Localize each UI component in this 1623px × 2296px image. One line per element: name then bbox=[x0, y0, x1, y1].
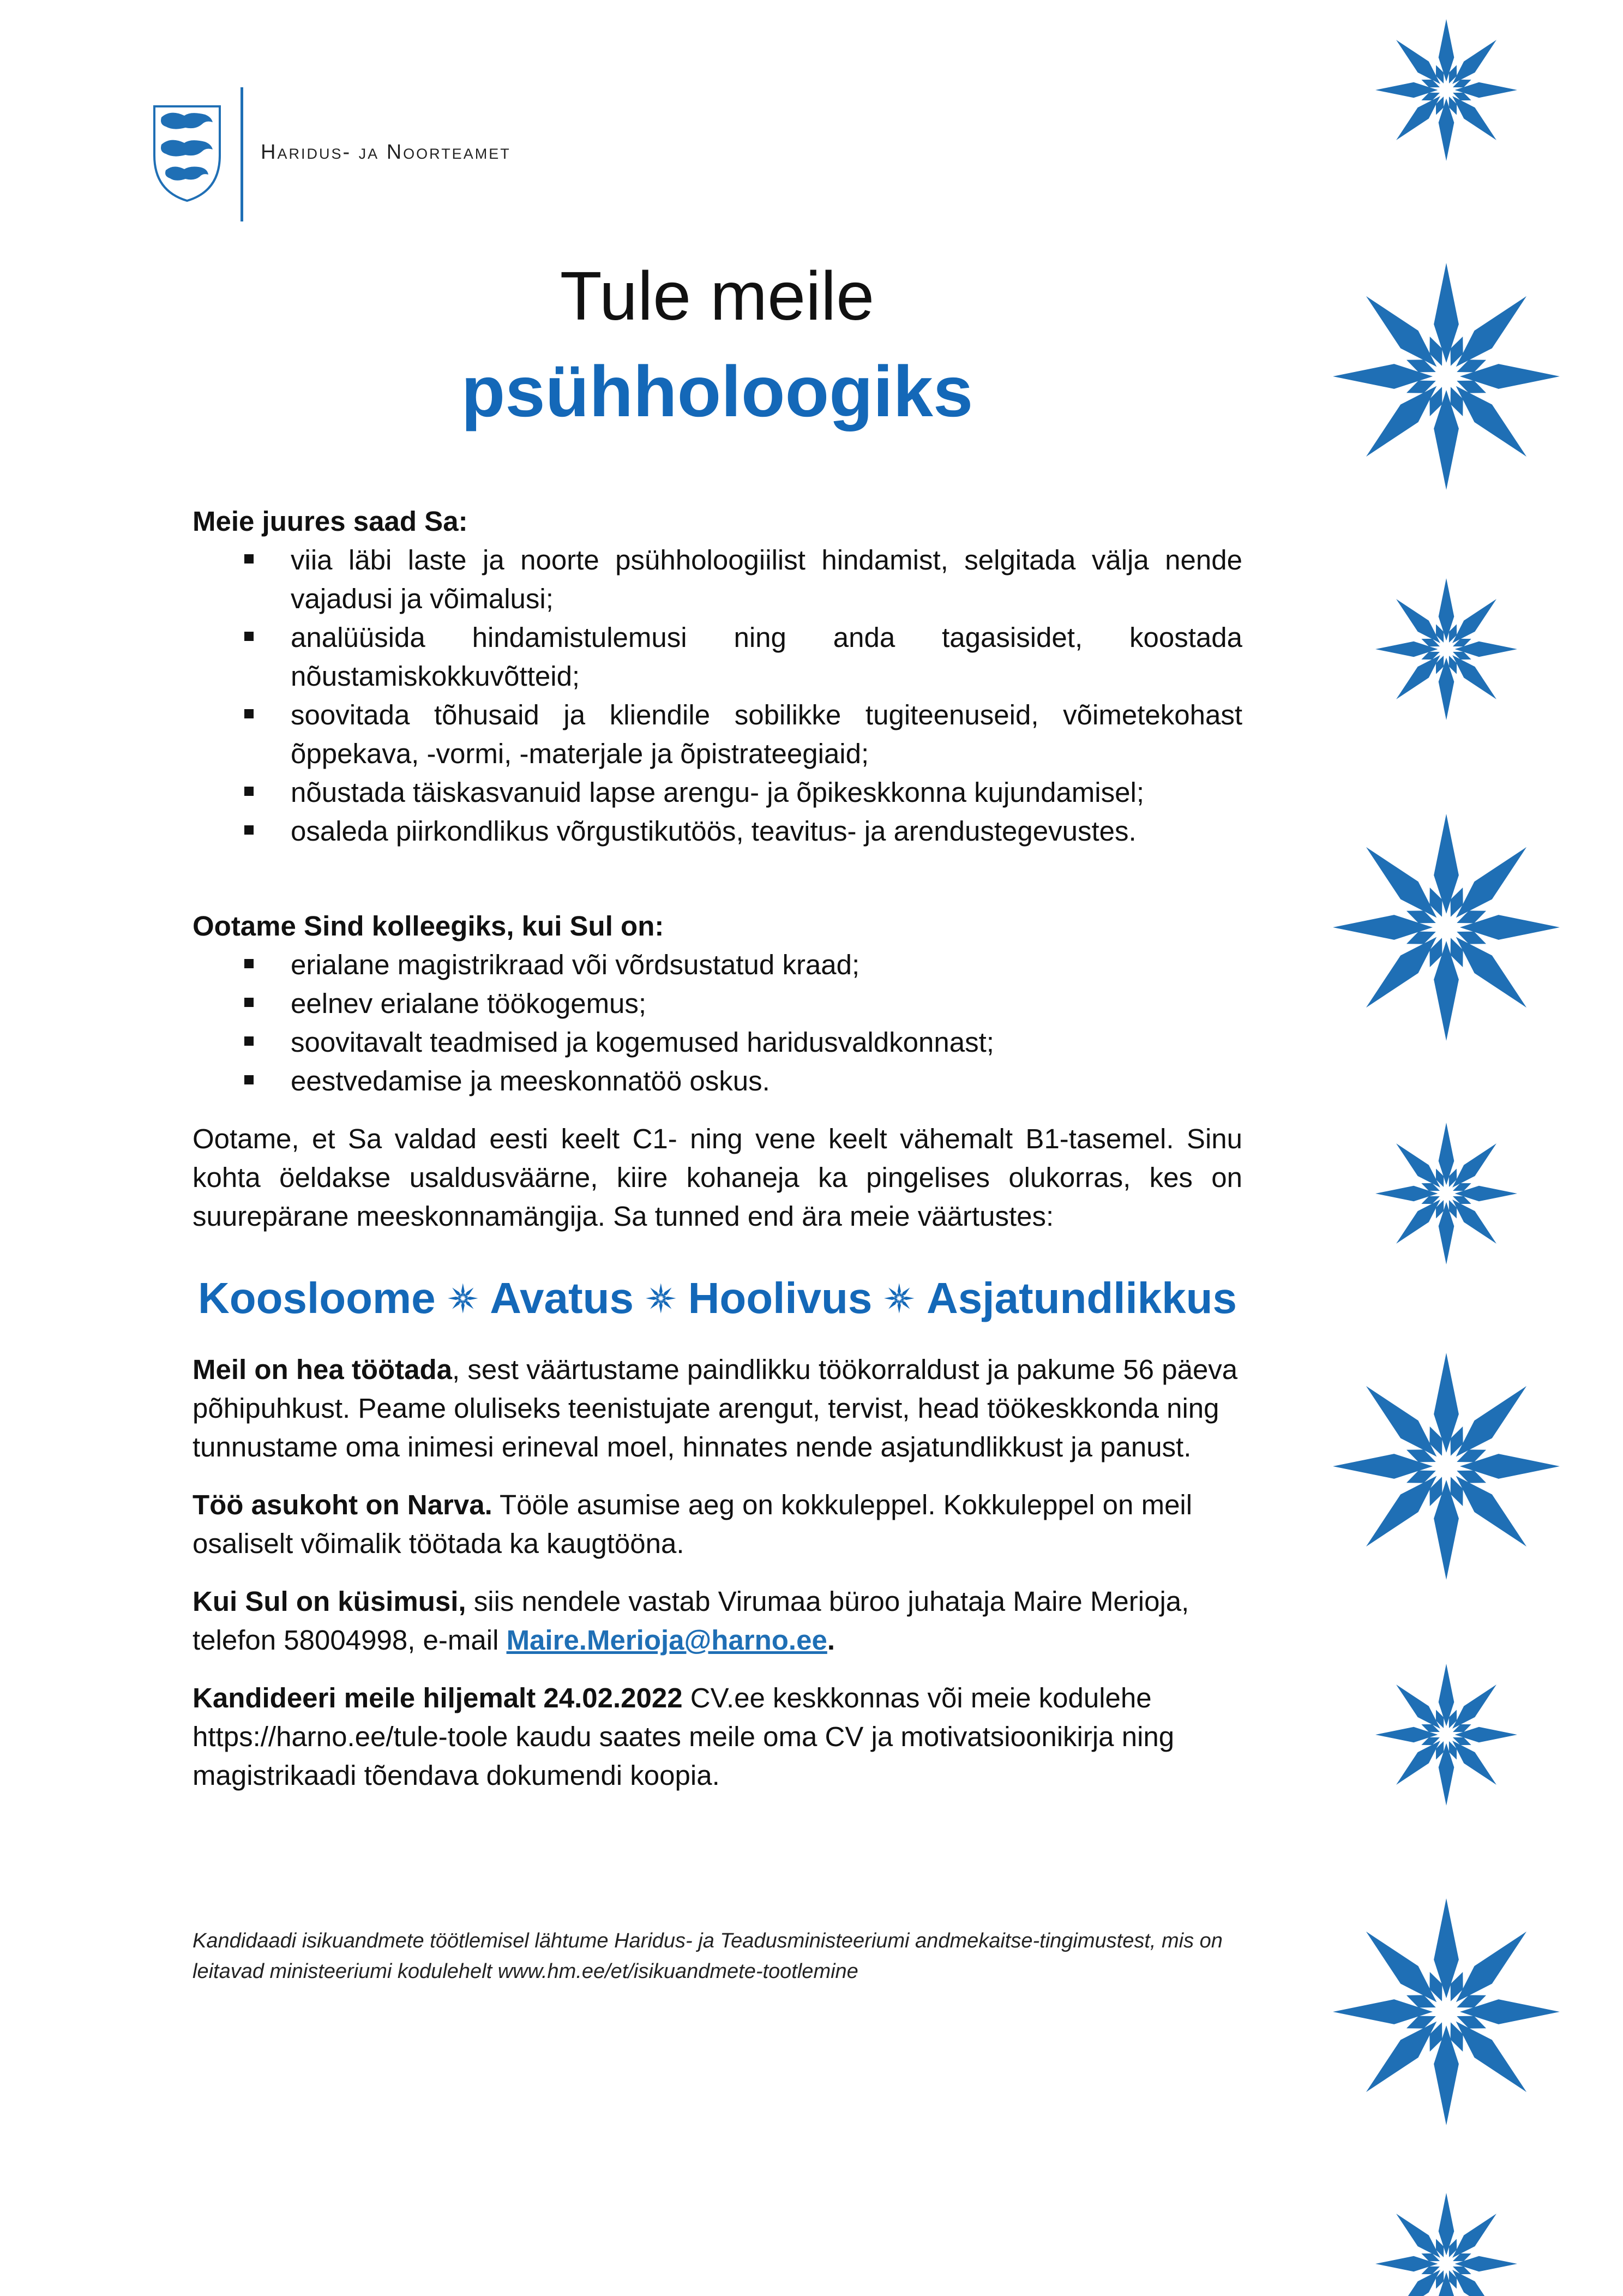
snowflake-star-icon bbox=[1333, 1353, 1560, 1580]
snowflake-ornament-column bbox=[1260, 0, 1623, 2296]
values-row bbox=[193, 1274, 1242, 1323]
page-title-line2: psühholoogiks bbox=[461, 351, 973, 431]
bullet-icon bbox=[244, 554, 254, 563]
snowflake-star-icon bbox=[884, 1274, 915, 1322]
estonian-coat-of-arms-icon bbox=[152, 104, 223, 202]
bullet-icon bbox=[244, 709, 254, 718]
bullet-icon bbox=[244, 959, 254, 968]
value-label: Asjatundlikkus bbox=[926, 1274, 1237, 1322]
apply-paragraph: Kandideeri meile hiljemalt 24.02.2022 CV.ee keskkonnas või meie kodulehe https://harno.ee/tule-toole kaudu saates meile oma CV ja motivatsioonikirja ning magistrikaadi tõendava dokumendi koopia. bbox=[193, 1682, 1175, 1791]
snowflake-star-icon bbox=[1375, 1123, 1517, 1264]
page-title-line1: Tule meile bbox=[560, 257, 875, 334]
questions-lead: Kui Sul on küsimusi, bbox=[193, 1586, 466, 1617]
snowflake-star-icon bbox=[1375, 2193, 1517, 2296]
list-item: nõustada täiskasvanuid lapse arengu- ja õpikeskkonna kujundamisel; bbox=[193, 773, 1242, 812]
snowflake-star-icon bbox=[1375, 1664, 1517, 1806]
value-label: Hoolivus bbox=[688, 1274, 873, 1322]
value-label: Avatus bbox=[490, 1274, 634, 1322]
location-lead: Töö asukoht on Narva. bbox=[193, 1489, 492, 1520]
list-item: viia läbi laste ja noorte psühholoogiilist hindamist, selgitada välja nende vajadusi ja võimalusi; bbox=[193, 541, 1242, 618]
snowflake-star-icon bbox=[448, 1283, 478, 1314]
bullet-icon bbox=[244, 787, 254, 796]
bullet-icon bbox=[244, 825, 254, 835]
offer-list bbox=[193, 541, 1242, 850]
contact-paragraph: Kui Sul on küsimusi, siis nendele vastab Virumaa büroo juhataja Maire Merioja, telefon 58004998, e-mail Maire.Merioja@harno.ee. bbox=[193, 1586, 1189, 1656]
bullet-icon bbox=[244, 998, 254, 1007]
benefits-paragraph: Meil on hea töötada, sest väärtustame paindlikku töökorraldust ja pakume 56 päeva põhipuhkust. Peame oluliseks teenistujate arengut, tervist, head töökeskkonda ning tunnustame oma inimesi erineval moel, hinnates nende asjatundlikkust ja panust. bbox=[193, 1354, 1238, 1462]
snowflake-star-icon bbox=[646, 1274, 676, 1322]
snowflake-star-icon bbox=[448, 1274, 478, 1322]
apply-lead: Kandideeri meile hiljemalt 24.02.2022 bbox=[193, 1682, 683, 1713]
list-item: erialane magistrikraad või võrdsustatud kraad; bbox=[193, 945, 1242, 984]
value-label: Koosloome bbox=[198, 1274, 436, 1322]
snowflake-star-icon bbox=[884, 1283, 915, 1314]
snowflake-star-icon bbox=[1333, 1898, 1560, 2125]
organization-name: Haridus- ja Noorteamet bbox=[261, 141, 511, 164]
snowflake-star-icon bbox=[1333, 814, 1560, 1041]
logo-divider bbox=[241, 87, 243, 221]
privacy-footnote: Kandidaadi isikuandmete töötlemisel lähtume Haridus- ja Teadusministeeriumi andmekaitse-tingimustest, mis on leitavad ministeeriumi kodulehelt www.hm.ee/et/isikuandmete-tootlemine bbox=[193, 1929, 1223, 1983]
requirements-heading: Ootame Sind kolleegiks, kui Sul on: bbox=[193, 910, 664, 942]
bullet-icon bbox=[244, 1036, 254, 1046]
snowflake-star-icon bbox=[1333, 263, 1560, 490]
list-item: soovitada tõhusaid ja kliendile sobilikke tugiteenuseid, võimetekohast õppekava, -vormi, -materjale ja õpistrateegiaid; bbox=[193, 696, 1242, 773]
location-paragraph: Töö asukoht on Narva. Tööle asumise aeg on kokkuleppel. Kokkuleppel on meil osaliselt võimalik töötada ka kaugtööna. bbox=[193, 1489, 1193, 1559]
benefits-lead: Meil on hea töötada bbox=[193, 1354, 453, 1385]
contact-email-link[interactable]: Maire.Merioja@harno.ee bbox=[506, 1624, 827, 1656]
requirements-list bbox=[193, 945, 1242, 1100]
list-item: analüüsida hindamistulemusi ning anda tagasisidet, koostada nõustamiskokkuvõtteid; bbox=[193, 618, 1242, 696]
list-item: eestvedamise ja meeskonnatöö oskus. bbox=[193, 1062, 1242, 1100]
list-item: osaleda piirkondlikus võrgustikutöös, teavitus- ja arendustegevustes. bbox=[193, 812, 1242, 850]
snowflake-star-icon bbox=[1375, 578, 1517, 720]
list-item: soovitavalt teadmised ja kogemused haridusvaldkonnast; bbox=[193, 1023, 1242, 1062]
list-item: eelnev erialane töökogemus; bbox=[193, 984, 1242, 1023]
snowflake-star-icon bbox=[1375, 19, 1517, 161]
offer-heading: Meie juures saad Sa: bbox=[193, 506, 468, 537]
snowflake-star-icon bbox=[646, 1283, 676, 1314]
bullet-icon bbox=[244, 1075, 254, 1084]
bullet-icon bbox=[244, 632, 254, 641]
language-requirements-paragraph: Ootame, et Sa valdad eesti keelt C1- ning vene keelt vähemalt B1-tasemel. Sinu kohta öeldakse usaldusväärne, kiire kohaneja ka pingelises olukorras, kes on suurepärane meeskonnamängija. Sa tunned end ära meie väärtustes: bbox=[193, 1123, 1242, 1232]
job-ad-content bbox=[193, 502, 1242, 1795]
